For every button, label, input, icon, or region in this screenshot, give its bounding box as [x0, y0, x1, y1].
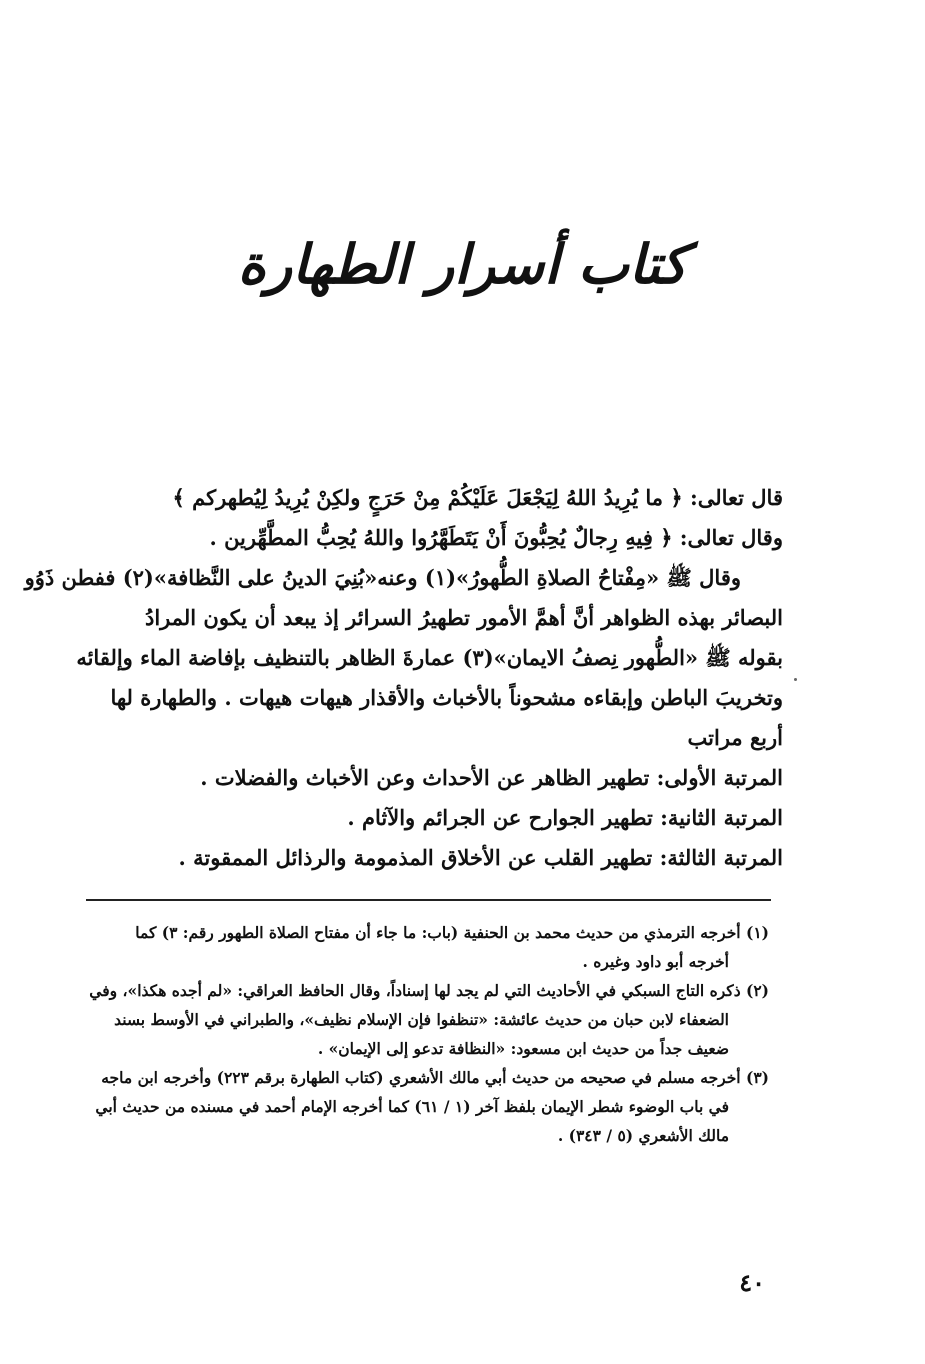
footnote-line: في باب الوضوء شطر الإيمان بلفظ آخر (١ / ٦١) كما أخرجه الإمام أحمد في مسنده من حديث أبي [95, 1097, 729, 1116]
footnote-line: ضعيف جداً من حديث ابن مسعود: «النظافة تدعو إلى الإيمان» . [317, 1039, 729, 1058]
rank-label: المرتبة الثانية: [660, 805, 783, 830]
footnote-line: أخرجه أبو داود وغيره . [582, 952, 729, 971]
rank-text: تطهير الجوارح عن الجرائم والآثام . [347, 805, 653, 830]
rank-text: تطهير الظاهر عن الأحداث وعن الأخباث والفضلات . [200, 765, 650, 790]
main-text [24, 478, 783, 878]
text-line: وقال تعالى: ﴿ فِيهِ رِجالٌ يُحِبُّونَ أَنْ يَتَطَهَّرُوا واللهُ يُحِبُّ المطَّهِّرين . [209, 525, 783, 550]
page-number: ٤٠ [739, 1268, 765, 1297]
footnotes [83, 918, 769, 1150]
text-line: وتخريبَ الباطن وإبقاءه مشحوناً بالأخباث والأقذار هيهات هيهات . والطهارة لها [110, 685, 783, 710]
rank-line-first [93, 758, 783, 798]
chapter-title: كتاب أسرار الطهارة [237, 232, 688, 296]
footnote-line: (١) أخرجه الترمذي من حديث محمد بن الحنفية (باب: ما جاء أن مفتاح الصلاة الطهور رقم: ٣) كما [135, 923, 769, 942]
text-line: البصائر بهذه الظواهر أنَّ أهمَّ الأمور تطهيرُ السرائر إذ يبعد أن يكون المرادُ [144, 605, 783, 630]
footnote-line: (٢) ذكره التاج السبكي في الأحاديث التي لم يجد لها إسناداً، وقال الحافظ العراقي: «لم أجده هكذا»، وفي [89, 981, 769, 1000]
footnote-line: الضعفاء لابن حبان من حديث عائشة: «تنظفوا فإن الإسلام نظيف»، والطبراني في الأوسط بسند [114, 1010, 729, 1029]
footnote-line: مالك الأشعري (٥ / ٣٤٣) . [557, 1126, 729, 1145]
text-line: أربع مراتب [687, 725, 783, 750]
rank-label: المرتبة الثالثة: [659, 845, 783, 870]
rank-line-second [93, 798, 783, 838]
text-line: وقال ﷺ «مِفْتاحُ الصلاةِ الطُّهورُ»(١) وعنه«بُنِيَ الدينُ على النَّظافة»(٢) ففطن ذَوُو [24, 565, 741, 590]
rank-label: المرتبة الأولى: [656, 765, 783, 790]
footnote-divider [86, 899, 771, 901]
footnote-line: (٣) أخرجه مسلم في صحيحه من حديث أبي مالك الأشعري (كتاب الطهارة برقم ٢٢٣) وأخرجه ابن ماجه [101, 1068, 769, 1087]
rank-line-third [93, 838, 783, 878]
margin-mark [794, 678, 797, 681]
text-line: قال تعالى: ﴿ ما يُرِيدُ اللهُ لِيَجْعَلَ عَلَيْكُمْ مِنْ حَرَجٍ ولكِنْ يُرِيدُ لِيُطهركم ﴾ [172, 485, 783, 510]
text-line: بقوله ﷺ «الطُّهور نِصفُ الايمان»(٣) عمارةَ الظاهر بالتنظيف بإفاضة الماء وإلقائه [76, 645, 783, 670]
rank-text: تطهير القلب عن الأخلاق المذمومة والرذائل الممقوتة . [178, 845, 653, 870]
